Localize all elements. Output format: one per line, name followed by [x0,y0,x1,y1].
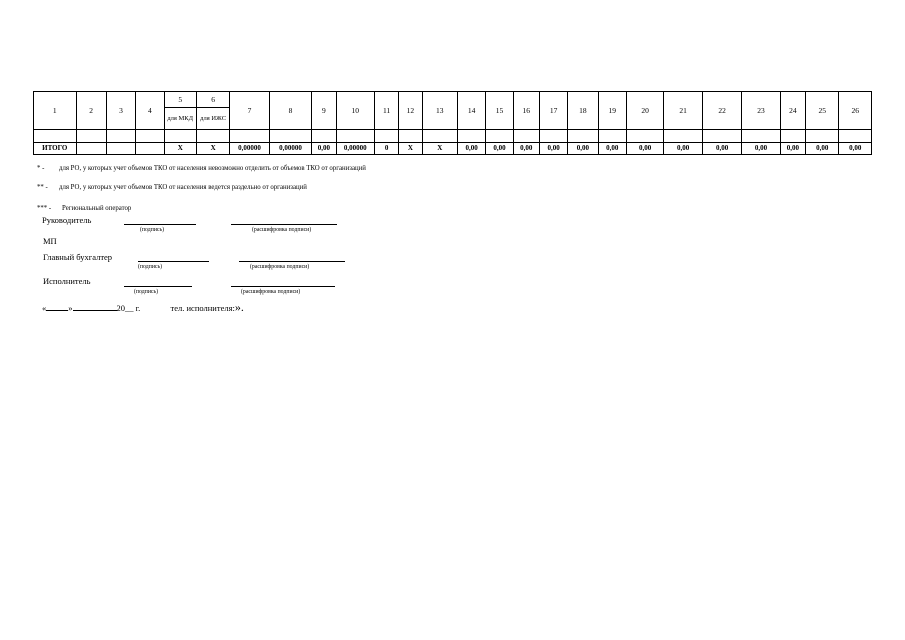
total-cell: 0,00 [457,143,485,155]
header-cell: 22 [702,92,741,130]
table-cell [375,130,399,143]
table-cell [399,130,422,143]
total-cell: 0,00 [702,143,741,155]
total-cell: 0,00 [780,143,805,155]
header-cell: 14 [457,92,485,130]
header-cell: 9 [312,92,336,130]
footnote-mark: *** - [37,205,52,212]
header-cell: 2 [76,92,106,130]
head-label: Руководитель [42,215,92,225]
total-cell: 0,00 [312,143,336,155]
header-cell: 10 [336,92,374,130]
table-cell [839,130,872,143]
footnote-2 [37,184,307,192]
footnote-1 [37,165,366,173]
total-cell: 0,00 [806,143,839,155]
table-cell [136,130,164,143]
table-cell [457,130,485,143]
date-close-quote: » [68,303,73,313]
total-cell: X [422,143,457,155]
header-cell: 23 [742,92,780,130]
date-open-quote: « [42,303,47,313]
accountant-decode-caption: (расшифровка подписи) [250,264,310,270]
table-cell [664,130,702,143]
header-cell: 24 [780,92,805,130]
header-cell: 11 [375,92,399,130]
executor-phone-label: тел. исполнителя: [170,303,235,313]
accountant-decode-line [239,261,345,262]
head-sign-line [124,224,196,225]
header-cell: 4 [136,92,164,130]
total-cell: 0,00 [839,143,872,155]
header-cell: 7 [230,92,269,130]
day-blank [46,303,68,311]
table-row-total [34,143,872,155]
total-cell [106,143,135,155]
total-cell: 0,00 [539,143,567,155]
header-cell: 8 [269,92,312,130]
header-cell: 16 [513,92,539,130]
head-decode-caption: (расшифровка подписи) [252,227,312,233]
footnote-3 [37,205,131,213]
date-line [42,302,244,313]
footnote-text: Региональный оператор [62,205,132,212]
total-cell: X [399,143,422,155]
header-cell: 12 [399,92,422,130]
report-table [33,91,872,155]
total-cell: 0,00 [742,143,780,155]
accountant-label: Главный бухгалтер [43,252,113,262]
table-cell [230,130,269,143]
total-cell: X [196,143,229,155]
total-cell [136,143,164,155]
table-cell [626,130,663,143]
table-cell [598,130,626,143]
table-cell [486,130,513,143]
table-cell [702,130,741,143]
head-decode-line [231,224,337,225]
total-cell: 0,00000 [230,143,269,155]
table-cell [76,130,106,143]
total-cell: 0 [375,143,399,155]
footnote-mark: ** - [37,184,48,191]
total-cell: 0,00 [513,143,539,155]
header-cell: 21 [664,92,702,130]
header-cell: 1 [34,92,77,130]
total-cell: 0,00 [664,143,702,155]
table-cell [742,130,780,143]
header-cell: 13 [422,92,457,130]
header-cell: 20 [626,92,663,130]
header-cell: 3 [106,92,135,130]
header-cell: 19 [598,92,626,130]
table-cell [312,130,336,143]
total-cell: 0,00 [486,143,513,155]
head-sign-caption: (подпись) [140,227,165,233]
accountant-sign-line [138,261,209,262]
table-cell [568,130,598,143]
executor-label: Исполнитель [43,276,91,286]
table-cell [164,130,196,143]
header-cell: 26 [839,92,872,130]
executor-sign-caption: (подпись) [134,289,159,295]
total-cell: X [164,143,196,155]
footnote-mark: * - [37,165,45,172]
date-year: 20__ г. [116,303,141,313]
table-cell [806,130,839,143]
table-cell [513,130,539,143]
stamp-place-label: МП [43,236,57,246]
table-cell [196,130,229,143]
header-cell: 18 [568,92,598,130]
header-cell: 25 [806,92,839,130]
table-cell [539,130,567,143]
header-cell-col5: 5 [164,92,196,108]
total-cell: 0,00 [626,143,663,155]
executor-decode-line [231,286,335,287]
table-cell [34,130,77,143]
month-blank [73,303,117,311]
total-cell [76,143,106,155]
header-row [34,92,872,108]
table-row-empty [34,130,872,143]
executor-decode-caption: (расшифровка подписи) [241,289,301,295]
footnote-text: для РО, у которых учет объемов ТКО от населения невозможно отделить от объемов ТКО от организаций [59,165,366,172]
header-sub-mkd: для МКД [164,108,196,130]
table-cell [269,130,312,143]
date-end-quote: ». [234,300,244,314]
total-cell: 0,00 [568,143,598,155]
table-cell [422,130,457,143]
table-cell [336,130,374,143]
total-cell: 0,00 [598,143,626,155]
header-sub-izhs: для ИЖС [196,108,229,130]
executor-sign-line [124,286,192,287]
total-cell: 0,00000 [336,143,374,155]
total-cell: ИТОГО [34,143,77,155]
header-cell-col6: 6 [196,92,229,108]
footnote-text: для РО, у которых учет объемов ТКО от населения ведется раздельно от организаций [59,184,307,191]
accountant-sign-caption: (подпись) [138,264,163,270]
total-cell: 0,00000 [269,143,312,155]
header-cell: 15 [486,92,513,130]
table-cell [106,130,135,143]
header-cell: 17 [539,92,567,130]
table-cell [780,130,805,143]
